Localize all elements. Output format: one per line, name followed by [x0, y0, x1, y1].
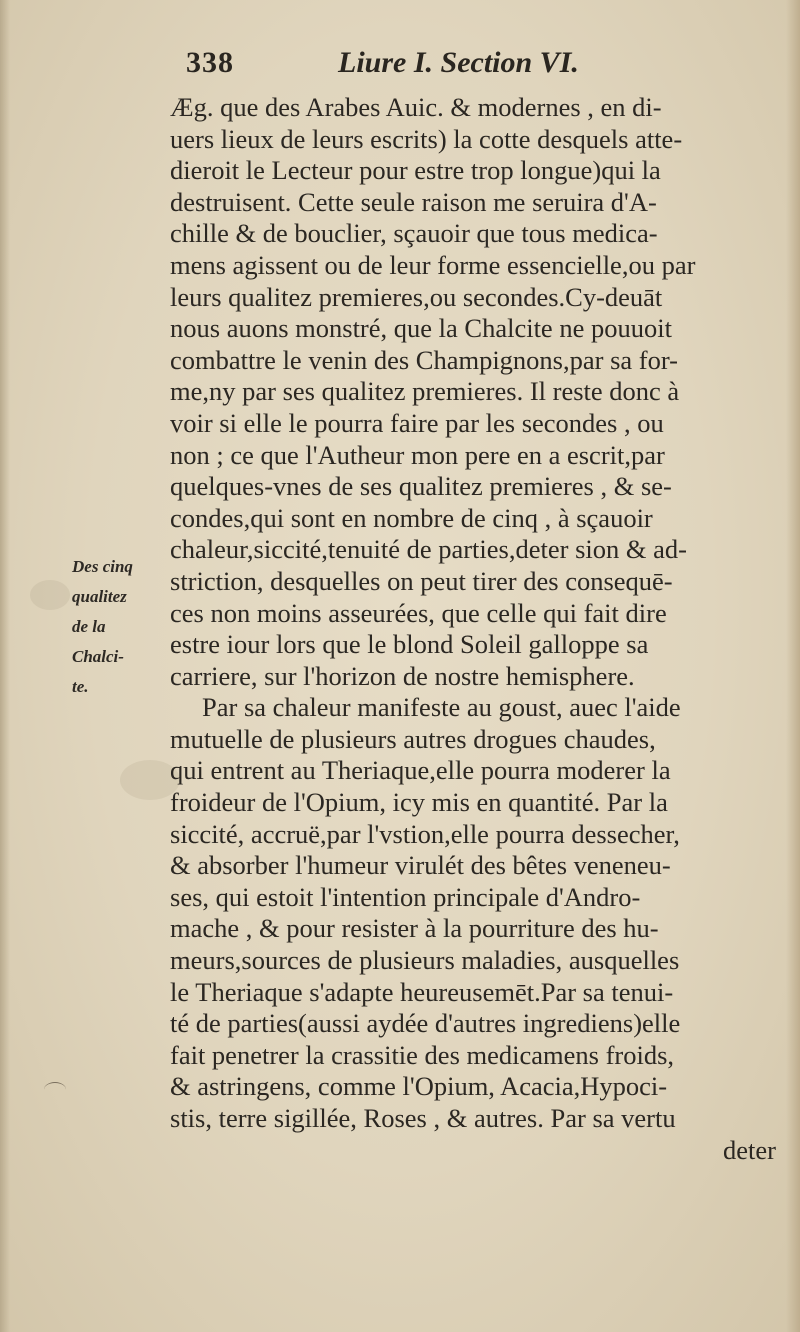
- text-line: uers lieux de leurs escrits) la cotte desquels atte-: [170, 123, 683, 154]
- marginal-note-line: te.: [72, 677, 89, 696]
- text-line: chille & de bouclier, sçauoir que tous medica-: [170, 218, 658, 249]
- text-line: combattre le venin des Champignons,par sa for-: [170, 344, 678, 375]
- text-line: mache , & pour resister à la pourriture des hu-: [170, 913, 659, 944]
- text-line: nous auons monstré, que la Chalcite ne pouuoit: [170, 313, 672, 344]
- text-line: qui entrent au Theriaque,elle pourra moderer la: [170, 755, 671, 786]
- text-line: & astringens, comme l'Opium, Acacia,Hypoci-: [170, 1071, 668, 1102]
- catchword: deter: [723, 1134, 776, 1165]
- page-number: 338: [186, 46, 234, 79]
- text-line: ces non moins asseurées, que celle qui fait dire: [170, 597, 667, 628]
- text-line: voir si elle le pourra faire par les secondes , ou: [170, 407, 664, 438]
- marginal-note: [72, 552, 172, 702]
- text-line: té de parties(aussi aydée d'autres ingrediens)elle: [170, 1008, 681, 1039]
- text-line: mutuelle de plusieurs autres drogues chaudes,: [170, 723, 656, 754]
- text-line: destruisent. Cette seule raison me seruira d'A-: [170, 186, 657, 217]
- text-line: estre iour lors que le blond Soleil galloppe sa: [170, 629, 649, 660]
- marginal-note-line: Des cinq: [72, 557, 133, 576]
- text-line: quelques-vnes de ses qualitez premieres , & se-: [170, 471, 672, 502]
- text-line: Æg. que des Arabes Auic. & modernes , en di-: [170, 92, 662, 122]
- paper-stain: [30, 580, 70, 610]
- text-line: le Theriaque s'adapte heureusemēt.Par sa tenui-: [170, 976, 674, 1007]
- marginal-note-line: qualitez: [72, 587, 127, 606]
- paper-fold-mark: [44, 1082, 66, 1097]
- text-line: dieroit le Lecteur pour estre trop longue)qui la: [170, 155, 661, 186]
- marginal-note-line: Chalci-: [72, 647, 124, 666]
- text-line: meurs,sources de plusieurs maladies, ausquelles: [170, 945, 680, 976]
- body-text: [170, 92, 790, 1166]
- running-head: Liure I. Section VI.: [338, 46, 579, 79]
- text-line: Par sa chaleur manifeste au goust, auec l'aide: [202, 692, 681, 723]
- text-line: siccité, accruë,par l'vstion,elle pourra dessecher,: [170, 818, 680, 849]
- text-line: ses, qui estoit l'intention principale d'Andro-: [170, 881, 641, 912]
- text-line: striction, desquelles on peut tirer des consequē-: [170, 565, 673, 596]
- text-line: leurs qualitez premieres,ou secondes.Cy-deuāt: [170, 281, 663, 312]
- text-line: me,ny par ses qualitez premieres. Il reste donc à: [170, 376, 680, 407]
- text-line: & absorber l'humeur virulét des bêtes veneneu-: [170, 850, 671, 881]
- text-line: chaleur,siccité,tenuité de parties,deter sion & ad-: [170, 534, 687, 565]
- text-line: froideur de l'Opium, icy mis en quantité. Par la: [170, 787, 668, 818]
- text-line: stis, terre sigillée, Roses , & autres. Par sa vertu: [170, 1103, 676, 1133]
- text-line: fait penetrer la crassitie des medicamens froids,: [170, 1039, 675, 1070]
- page-left-edge-shadow: [0, 0, 10, 1332]
- page-header: [186, 46, 646, 92]
- text-line: mens agissent ou de leur forme essencielle,ou par: [170, 249, 696, 280]
- text-line: condes,qui sont en nombre de cinq , à sçauoir: [170, 502, 653, 533]
- marginal-note-line: de la: [72, 617, 106, 636]
- text-line: carriere, sur l'horizon de nostre hemisphere.: [170, 660, 635, 691]
- text-line: non ; ce que l'Autheur mon pere en a escrit,par: [170, 439, 665, 470]
